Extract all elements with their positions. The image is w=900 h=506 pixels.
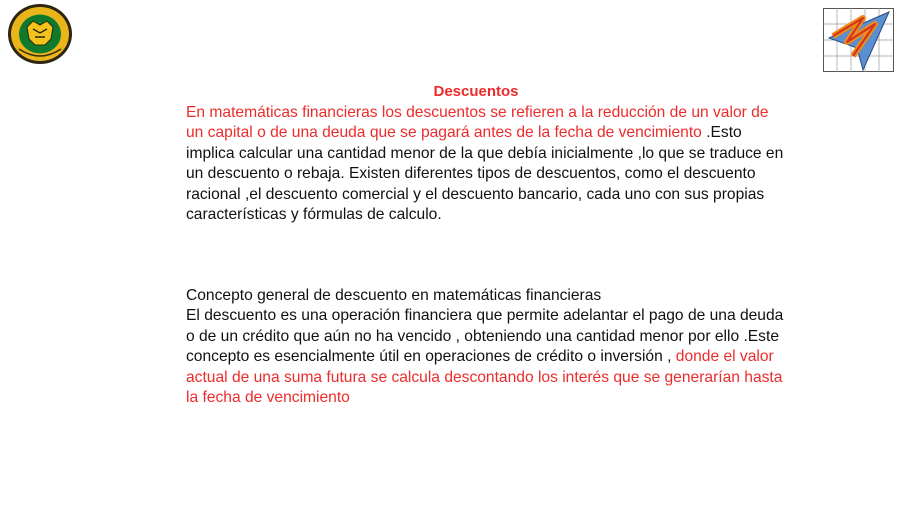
definition-body: .Esto implica calcular una cantidad menor de la que debía inicialmente ,lo que se traduce en un descuento o rebaja. Existen diferentes tipos de descuentos, como el descuento racional ,el descuento comercial y el descuento bancario, cada uno con sus propias características y fórmulas de calculo. <box>186 124 784 224</box>
university-seal-logo <box>7 3 73 65</box>
page-title: Descuentos <box>433 83 519 100</box>
paragraph-definition <box>186 103 786 225</box>
concept-highlight: donde el valor actual de una suma futura se calcula descontando los interés que se generarían hasta la fecha de vencimiento <box>186 348 783 407</box>
faculty-logo <box>823 8 894 72</box>
paragraph-concept <box>186 286 786 408</box>
concept-heading: Concepto general de descuento en matemáticas financieras <box>186 287 602 304</box>
concept-body: El descuento es una operación financiera que permite adelantar el pago de una deuda o de un crédito que aún no ha vencido , obteniendo una cantidad menor por ello .Este concepto es esencialmente útil en operaciones de crédito o inversión , <box>186 307 784 366</box>
definition-highlight: En matemáticas financieras los descuentos se refieren a la reducción de un valor de un capital o de una deuda que se pagará antes de la fecha de vencimiento <box>186 104 769 142</box>
